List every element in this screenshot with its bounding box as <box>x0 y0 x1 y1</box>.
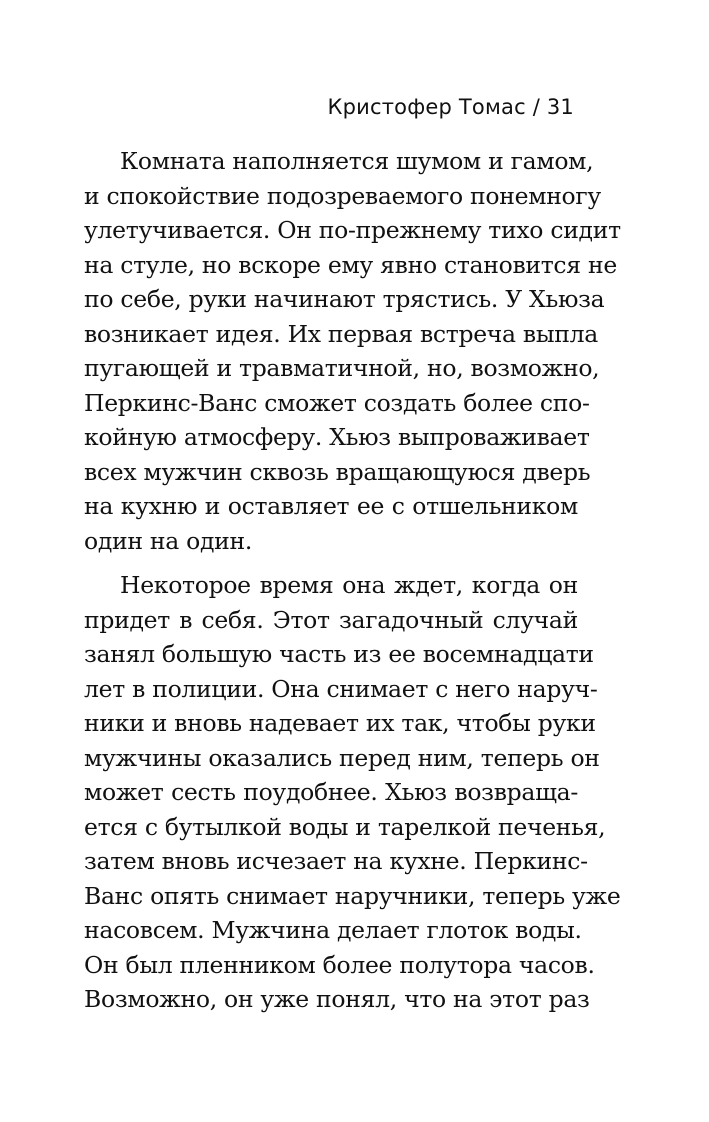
text-line: койную атмосферу. Хьюз выпроваживает <box>84 423 590 451</box>
text-line: лет в полиции. Она снимает с него наруч- <box>84 674 598 703</box>
text-line: на стуле, но вскоре ему явно становится не <box>84 250 617 279</box>
text-line: на кухню и оставляет ее с отшельником <box>84 492 578 520</box>
text-line: Некоторое время она ждет, когда он <box>120 571 578 599</box>
text-line: всех мужчин сквозь вращающуюся дверь <box>84 457 591 486</box>
text-line: занял большую часть из ее восемнадцати <box>84 640 594 668</box>
text-line: ники и вновь надевает их так, чтобы руки <box>84 709 596 737</box>
text-line: пугающей и травматичной, но, возможно, <box>84 354 600 382</box>
text-line: Он был пленником более полутора часов. <box>84 950 595 979</box>
running-head: Кристофер Томас / 31 <box>327 95 574 119</box>
paragraph <box>84 568 621 1017</box>
text-line: ется с бутылкой воды и тарелкой печенья, <box>84 812 606 841</box>
text-line: мужчины оказались перед ним, теперь он <box>84 743 600 772</box>
text-line: по себе, руки начинают трястись. У Хьюза <box>84 285 605 313</box>
paragraph <box>84 144 621 558</box>
text-line: может сесть поудобнее. Хьюз возвраща- <box>84 778 578 806</box>
text-line: и спокойствие подозреваемого понемногу <box>84 181 601 210</box>
text-line: Перкинс-Ванс сможет создать более спо- <box>84 388 590 417</box>
text-line: возникает идея. Их первая встреча выпла <box>84 319 598 348</box>
text-line: придет в себя. Этот загадочный случай <box>84 605 578 634</box>
text-line: улетучивается. Он по-прежнему тихо сидит <box>84 216 621 244</box>
body-text <box>84 144 621 1017</box>
text-line: Ванс опять снимает наручники, теперь уже <box>84 881 621 910</box>
text-line: затем вновь исчезает на кухне. Перкинс- <box>84 847 588 875</box>
text-line: Комната наполняется шумом и гамом, <box>120 147 594 175</box>
text-line: насовсем. Мужчина делает глоток воды. <box>84 916 582 944</box>
text-line: Возможно, он уже понял, что на этот раз <box>84 985 590 1013</box>
text-line: один на один. <box>84 526 253 555</box>
